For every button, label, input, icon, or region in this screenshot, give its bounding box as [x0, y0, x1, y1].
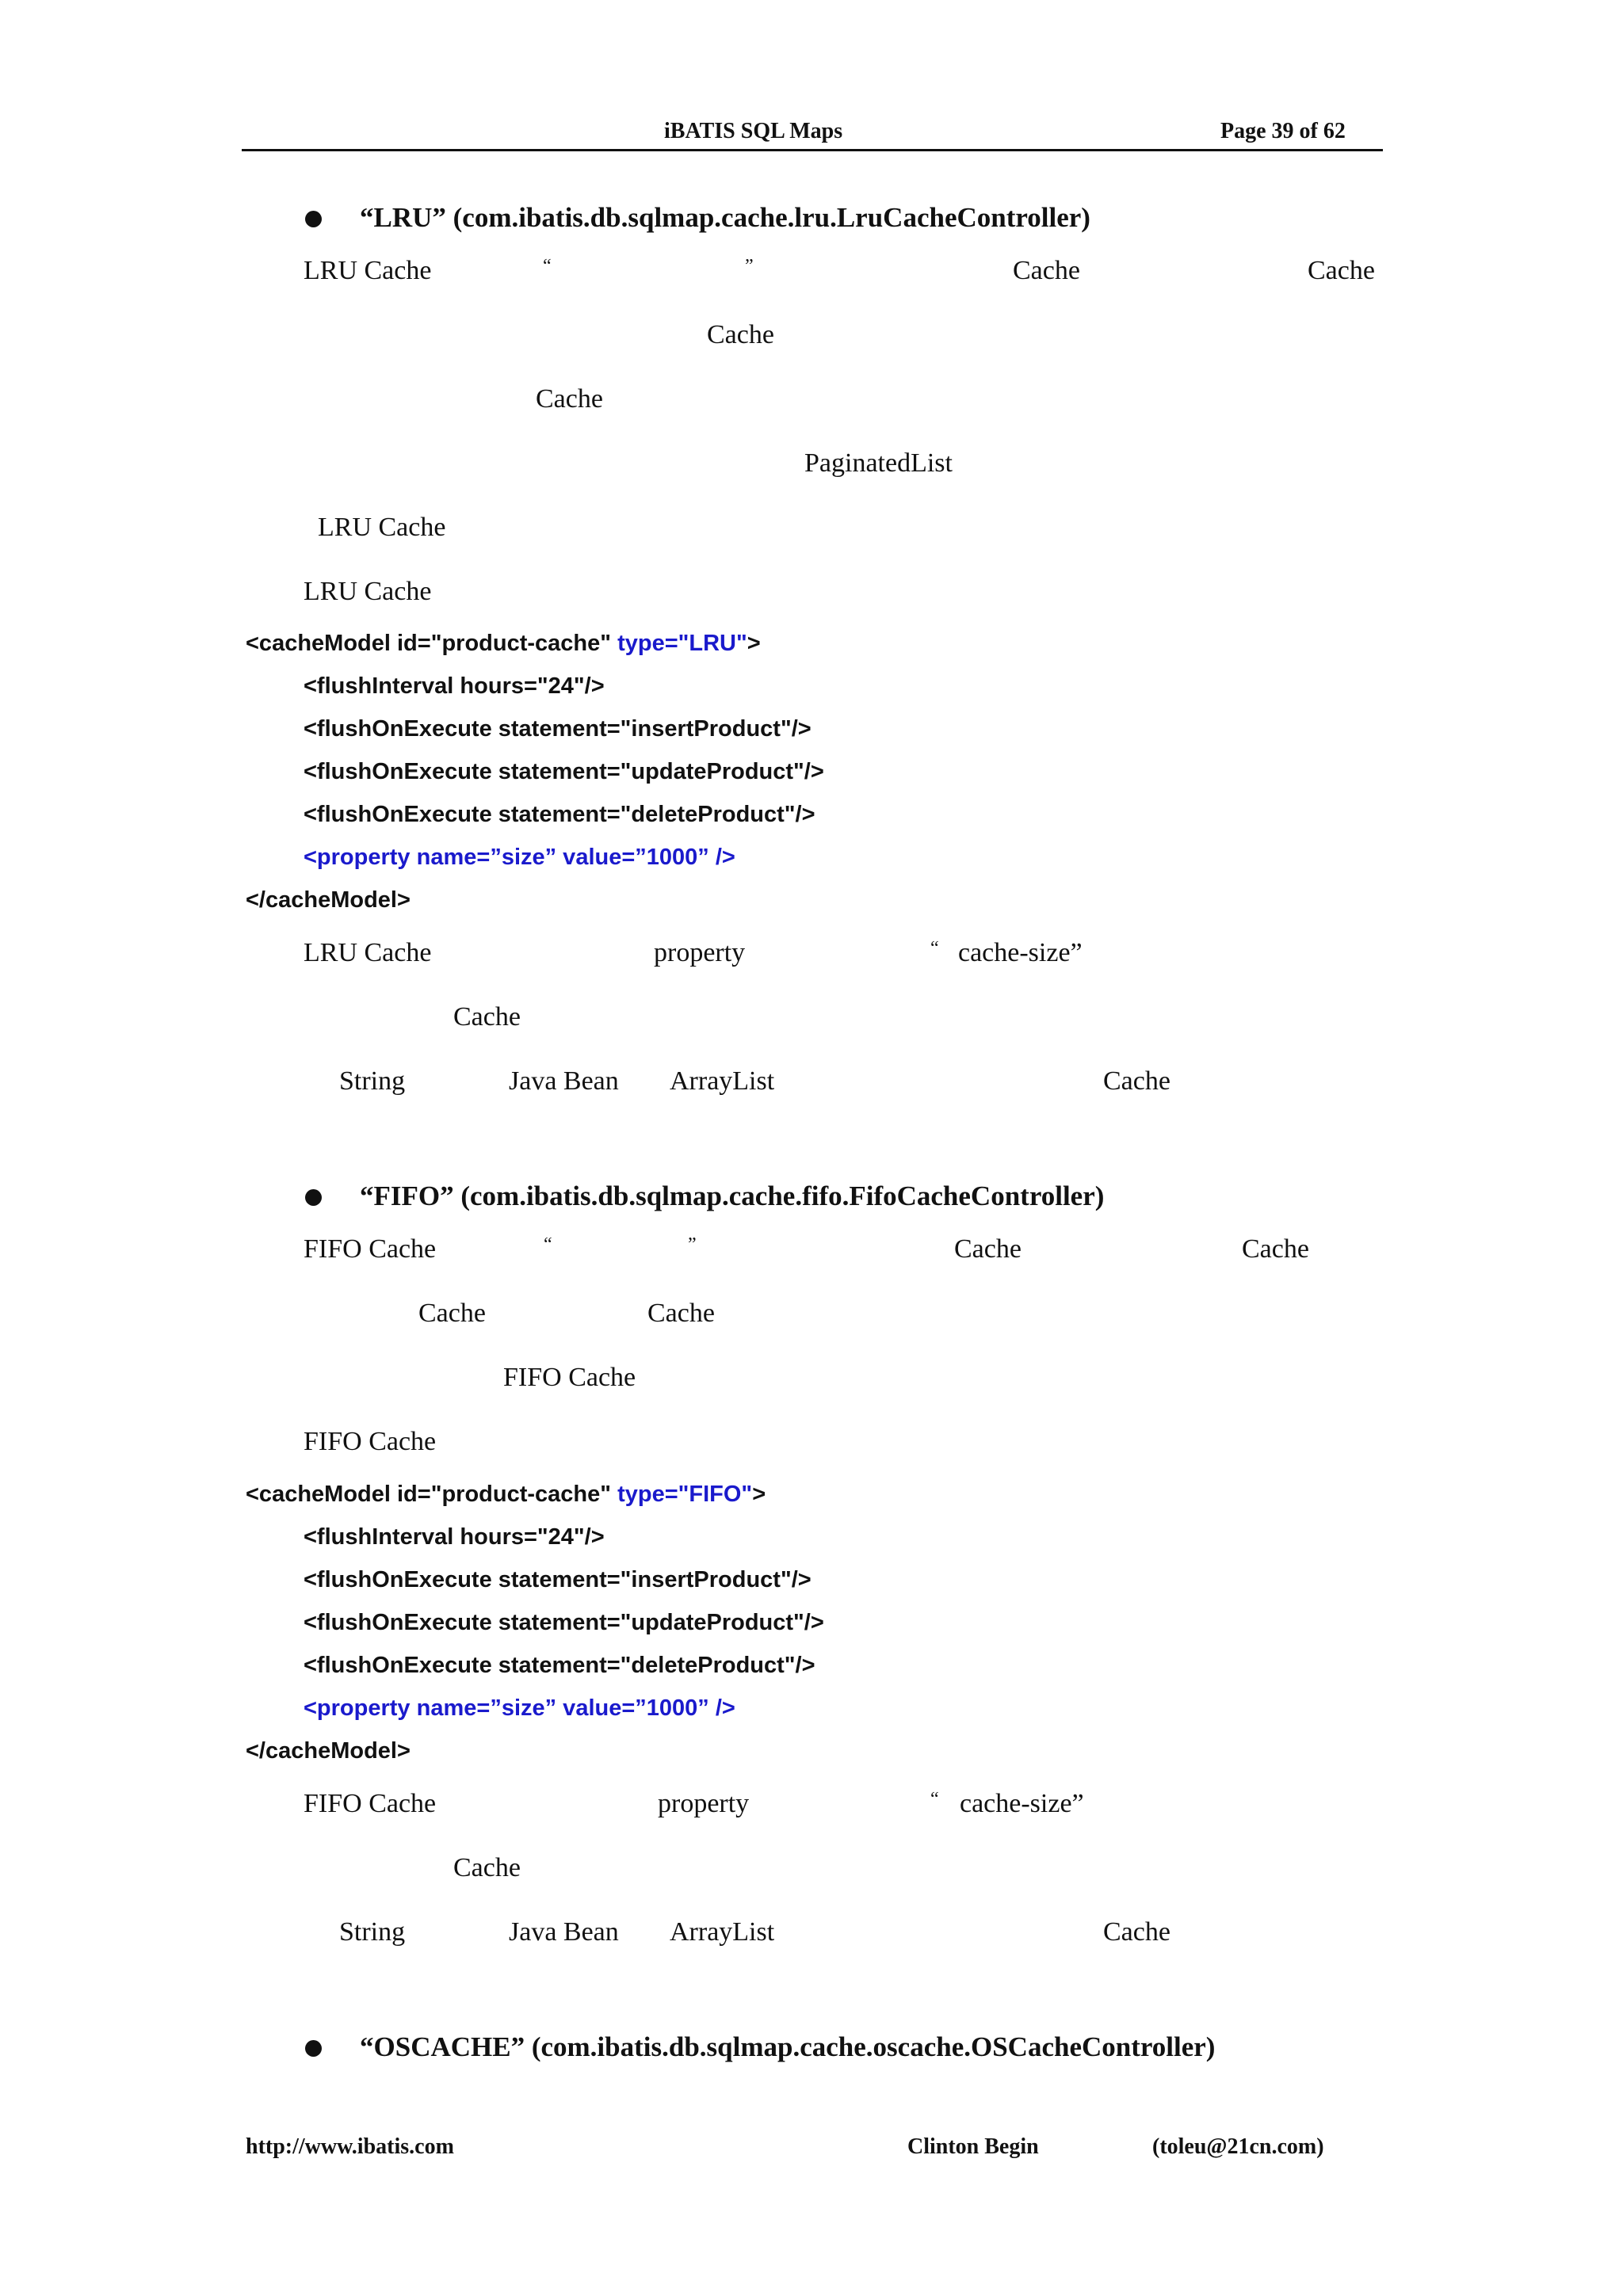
lru-after1-b: property — [654, 938, 746, 967]
fifo-code-line-3: <flushOnExecute statement="updateProduct"/> — [304, 1610, 824, 1635]
fifo-p4: FIFO Cache — [304, 1427, 437, 1456]
code-type-attr: type="FIFO" — [617, 1482, 753, 1507]
lru-p5: LRU Cache — [318, 513, 446, 542]
fifo-code-line-1: <flushInterval hours="24"/> — [304, 1524, 605, 1550]
fifo-p2-a: Cache — [418, 1299, 486, 1328]
fifo-after2: Cache — [453, 1853, 521, 1882]
footer-url[interactable]: http://www.ibatis.com — [246, 2134, 454, 2159]
bullet-dot-icon — [305, 1189, 322, 1206]
bullet-dot-icon — [305, 2040, 322, 2057]
fifo-after3-d: Cache — [1103, 1917, 1170, 1947]
header-title: iBATIS SQL Maps — [664, 119, 843, 143]
fifo-code-open — [246, 1482, 766, 1508]
lru-p1-quote-open: “ — [543, 256, 552, 277]
lru-after3-b: Java Bean — [509, 1066, 619, 1096]
footer-translator: (toleu@21cn.com) — [1152, 2134, 1324, 2159]
code-text: > — [747, 631, 761, 656]
page-number: Page 39 of 62 — [1220, 119, 1346, 143]
fifo-code-line-2: <flushOnExecute statement="insertProduct"/> — [304, 1567, 812, 1592]
lru-after1-a: LRU Cache — [304, 938, 432, 967]
fifo-p1-quote-close: ” — [688, 1234, 697, 1255]
lru-p2: Cache — [707, 320, 774, 349]
footer-author: Clinton Begin — [907, 2134, 1039, 2159]
lru-after3-c: ArrayList — [670, 1066, 775, 1096]
lru-p1-quote-close: ” — [745, 256, 754, 277]
fifo-heading: “FIFO” (com.ibatis.db.sqlmap.cache.fifo.FifoCacheController) — [360, 1180, 1105, 1211]
fifo-code-line-4: <flushOnExecute statement="deleteProduct"/> — [304, 1653, 815, 1678]
lru-heading: “LRU” (com.ibatis.db.sqlmap.cache.lru.LruCacheController) — [360, 202, 1090, 233]
code-type-attr: type="LRU" — [617, 631, 747, 656]
lru-code-line-1: <flushInterval hours="24"/> — [304, 673, 605, 699]
bullet-dot-icon — [305, 211, 322, 227]
lru-code-line-5: <property name=”size” value=”1000” /> — [304, 845, 735, 870]
fifo-after3-c: ArrayList — [670, 1917, 775, 1947]
lru-p3: Cache — [536, 384, 603, 414]
lru-after3-d: Cache — [1103, 1066, 1170, 1096]
lru-code-line-3: <flushOnExecute statement="updateProduct"/> — [304, 759, 824, 784]
lru-code-close: </cacheModel> — [246, 887, 411, 913]
lru-after2: Cache — [453, 1002, 521, 1032]
fifo-after1-c: cache-size” — [960, 1789, 1084, 1818]
fifo-code-close: </cacheModel> — [246, 1738, 411, 1764]
lru-after3-a: String — [339, 1066, 406, 1096]
code-text: > — [752, 1482, 766, 1507]
fifo-after1-a: FIFO Cache — [304, 1789, 437, 1818]
fifo-after3-a: String — [339, 1917, 406, 1947]
lru-p1-b: Cache — [1013, 256, 1080, 285]
lru-p1-a: LRU Cache — [304, 256, 432, 285]
lru-p4: PaginatedList — [804, 448, 953, 478]
fifo-p3: FIFO Cache — [503, 1363, 636, 1392]
lru-after1-quote: “ — [930, 938, 939, 959]
lru-p1-c: Cache — [1308, 256, 1375, 285]
fifo-after3-b: Java Bean — [509, 1917, 619, 1947]
fifo-p1-quote-open: “ — [544, 1234, 552, 1255]
fifo-p1-b: Cache — [954, 1234, 1022, 1264]
fifo-after1-b: property — [658, 1789, 750, 1818]
lru-code-open — [246, 631, 761, 657]
lru-after1-c: cache-size” — [958, 938, 1083, 967]
header-rule — [242, 149, 1383, 151]
fifo-after1-quote: “ — [930, 1789, 939, 1810]
code-text: <cacheModel id="product-cache" — [246, 1482, 618, 1507]
oscache-heading: “OSCACHE” (com.ibatis.db.sqlmap.cache.oscache.OSCacheController) — [360, 2031, 1216, 2062]
fifo-p1-a: FIFO Cache — [304, 1234, 437, 1264]
lru-code-line-2: <flushOnExecute statement="insertProduct"/> — [304, 716, 812, 742]
fifo-code-line-5: <property name=”size” value=”1000” /> — [304, 1695, 735, 1721]
lru-p6: LRU Cache — [304, 577, 432, 606]
fifo-p2-b: Cache — [647, 1299, 715, 1328]
lru-code-line-4: <flushOnExecute statement="deleteProduct"/> — [304, 802, 815, 827]
fifo-p1-c: Cache — [1242, 1234, 1309, 1264]
code-text: <cacheModel id="product-cache" — [246, 631, 618, 656]
